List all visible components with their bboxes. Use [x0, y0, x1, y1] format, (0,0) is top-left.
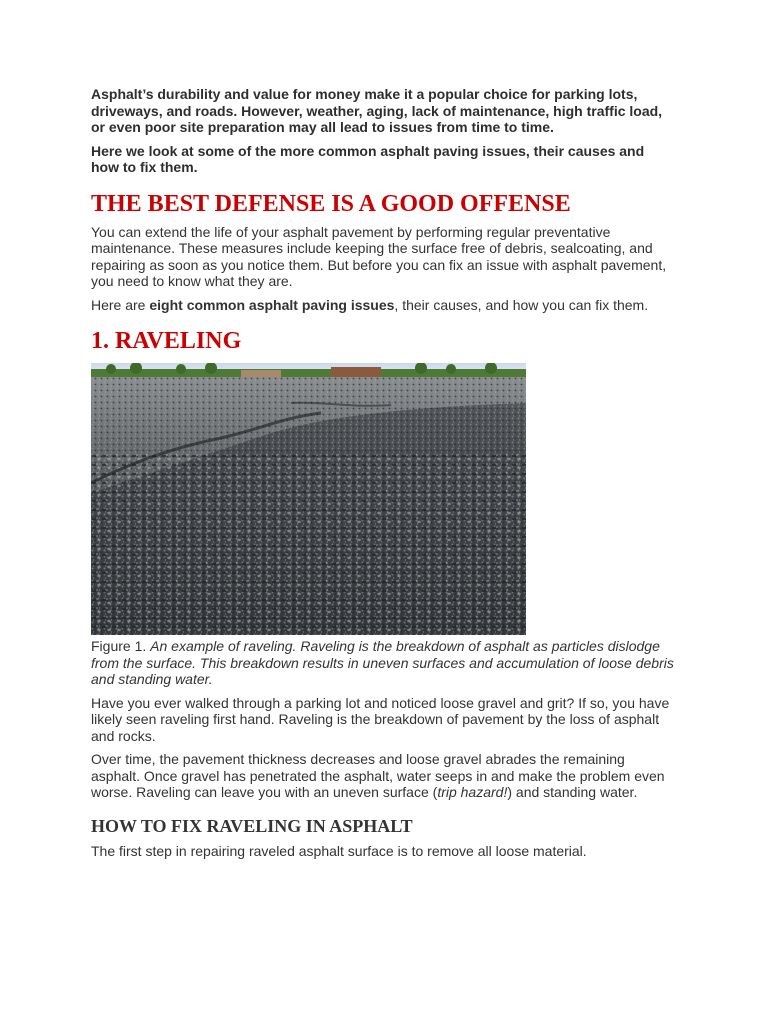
trip-hazard-text: trip hazard!	[437, 784, 508, 800]
figure-caption-text: An example of raveling. Raveling is the breakdown of asphalt as particles dislodge from the surface. This breakdown results in uneven surfaces and accumulation of loose debris and standing water.	[91, 638, 674, 687]
section-heading-best-defense: THE BEST DEFENSE IS A GOOD OFFENSE	[91, 190, 571, 217]
figure-label: Figure 1.	[91, 638, 151, 654]
raveling-photo	[91, 363, 526, 635]
intro-paragraph-1: Asphalt’s durability and value for money make it a popular choice for parking lots, driveways, and roads. However, weather, aging, lack of maintenance, high traffic load, or even poor site preparation may all lead to issues from time to time.	[91, 86, 663, 135]
raveling-paragraph-1: Have you ever walked through a parking lot and noticed loose gravel and grit? If so, you have likely seen raveling first hand. Raveling is the breakdown of pavement by the loss of asphalt and rocks.	[91, 694, 670, 744]
figure-caption	[91, 638, 676, 688]
raveling-paragraph-2	[91, 751, 676, 801]
intro-paragraph-2: Here we look at some of the more common asphalt paving issues, their causes and how to fix them.	[91, 142, 645, 175]
raveling-p2-text-end: ) and standing water.	[507, 784, 638, 800]
raveling-p2-text-start: Over time, the pavement thickness decreases and loose gravel abrades the remaining asphalt. Once gravel has penetrated the asphalt, water seeps in and make the problem even worse. Raveling can leave you with an uneven surface (	[91, 751, 665, 800]
issues-intro-paragraph	[91, 297, 676, 314]
maintenance-paragraph: You can extend the life of your asphalt pavement by performing regular preventative maintenance. These measures include keeping the surface free of debris, sealcoating, and repairing as soon as you notice them. But before you can fix an issue with asphalt pavement, you need to know what they are.	[91, 223, 667, 289]
fix-paragraph-1: The first step in repairing raveled asphalt surface is to remove all loose material.	[91, 842, 587, 859]
issues-intro-text-end: , their causes, and how you can fix them.	[394, 296, 649, 313]
document-page	[91, 86, 676, 866]
issues-intro-bold: eight common asphalt paving issues	[149, 296, 395, 313]
section-heading-raveling: 1. RAVELING	[91, 328, 242, 354]
issues-intro-text-start: Here are	[91, 296, 150, 313]
section-heading-how-to-fix: HOW TO FIX RAVELING IN ASPHALT	[91, 815, 413, 836]
